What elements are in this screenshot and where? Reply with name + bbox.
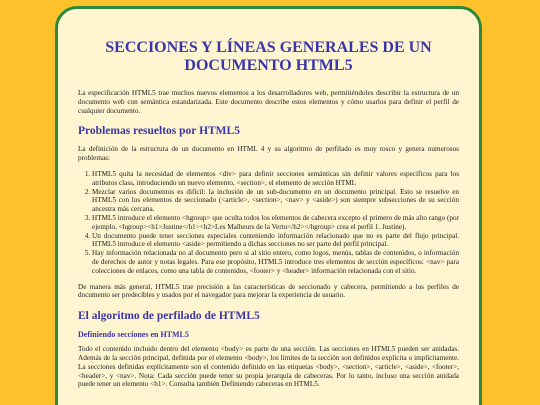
intro-paragraph: La especificación HTML5 trae muchos nuevos elementos a los desarrolladores web, permitiéndoles describir la estructura de un documento web con semántica estandarizada. Este documento describe estos elementos y cómo usarlos para definir el perfil de cualquier documento. — [78, 89, 459, 115]
page-title: SECCIONES Y LÍNEAS GENERALES DE UN DOCUMENTO HTML5 — [105, 39, 432, 74]
subheading-defining-sections: Definiendo secciones en HTML5 — [78, 330, 189, 340]
list-item: 3. HTML5 introduce el elemento <hgroup> que oculta todos los elementos de cabecera excepto el primero de más alto rango (por ejemplo, <hgroup><h1>Justine</h1><h2>Les Malheurs de la Vertu</h2></hgroup> crea el perfil 1. Justine). — [92, 214, 459, 232]
problems-list — [78, 170, 459, 276]
document-page — [55, 6, 482, 405]
problems-paragraph: La definición de la estructura de un documento en HTML 4 y su algoritmo de perfilado es muy tosco y genera numerosos problemas: — [78, 145, 459, 163]
section-heading-algorithm: El algoritmo de perfilado de HTML5 — [78, 310, 260, 323]
list-item: 2. Mezclar varios documentos es difícil: la inclusión de un sub-documento en un documento principal. Esto se resuelve en HTML5 con los elementos de seccionado (<article>, <section>, <nav> y <aside>) son siempre subsecciones de su sección ancestra más cercana. — [92, 188, 459, 214]
closing-paragraph: De manera más general, HTML5 trae precisión a las características de seccionado y cabecera, permitiendo a los perfiles de documento ser predecibles y usados por el navegador para mejorar la experiencia de usuario. — [78, 282, 459, 300]
defining-sections-paragraph: Todo el contenido incluido dentro del elemento <body> es parte de una sección. Las secciones en HTML5 pueden ser anidadas. Además de la sección principal, definida por el elemento <body>, los límites de la sección son definidos explícita o implícitamente. La secciones definidas explícitamente son el contenido definido en las etiquetas <body>, <section>, <article>, <aside>, <footer>, <header>, y <nav>. Nota: Cada sección puede tener su propia jerarquía de cabeceras. Por lo tanto, incluso una sección anidada puede tener un elemento <h1>. Consulta también Definiendo cabeceras en HTML5. — [78, 345, 459, 389]
list-item: 4. Un documento puede tener secciones especiales conteniendo información relacionado que no es parte del flujo principal. HTML5 introduce el elemento <aside> permitiendo a dichas secciones no ser parte del perfil principal. — [92, 232, 459, 250]
list-item: 1. HTML5 quita la necesidad de elementos <div> para definir secciones semánticas sin definir valores específicos para los atributos class, introduciendo un nuevo elemento, <section>, el elemento de sección HTML — [92, 170, 459, 188]
section-heading-problems: Problemas resueltos por HTML5 — [78, 125, 240, 138]
list-item: 5. Hay información relacionada no al documento pero si al sitio entero, como logos, menús, tablas de contenidos, o información de derechos de autor y notas legales. Para ese propósito, HTML5 introduce tres elementos de sección específicos: <nav> para colecciones de enlaces, como una tabla de contenidos, <footer> y <header> información relacionada con el sitio. — [92, 249, 459, 275]
